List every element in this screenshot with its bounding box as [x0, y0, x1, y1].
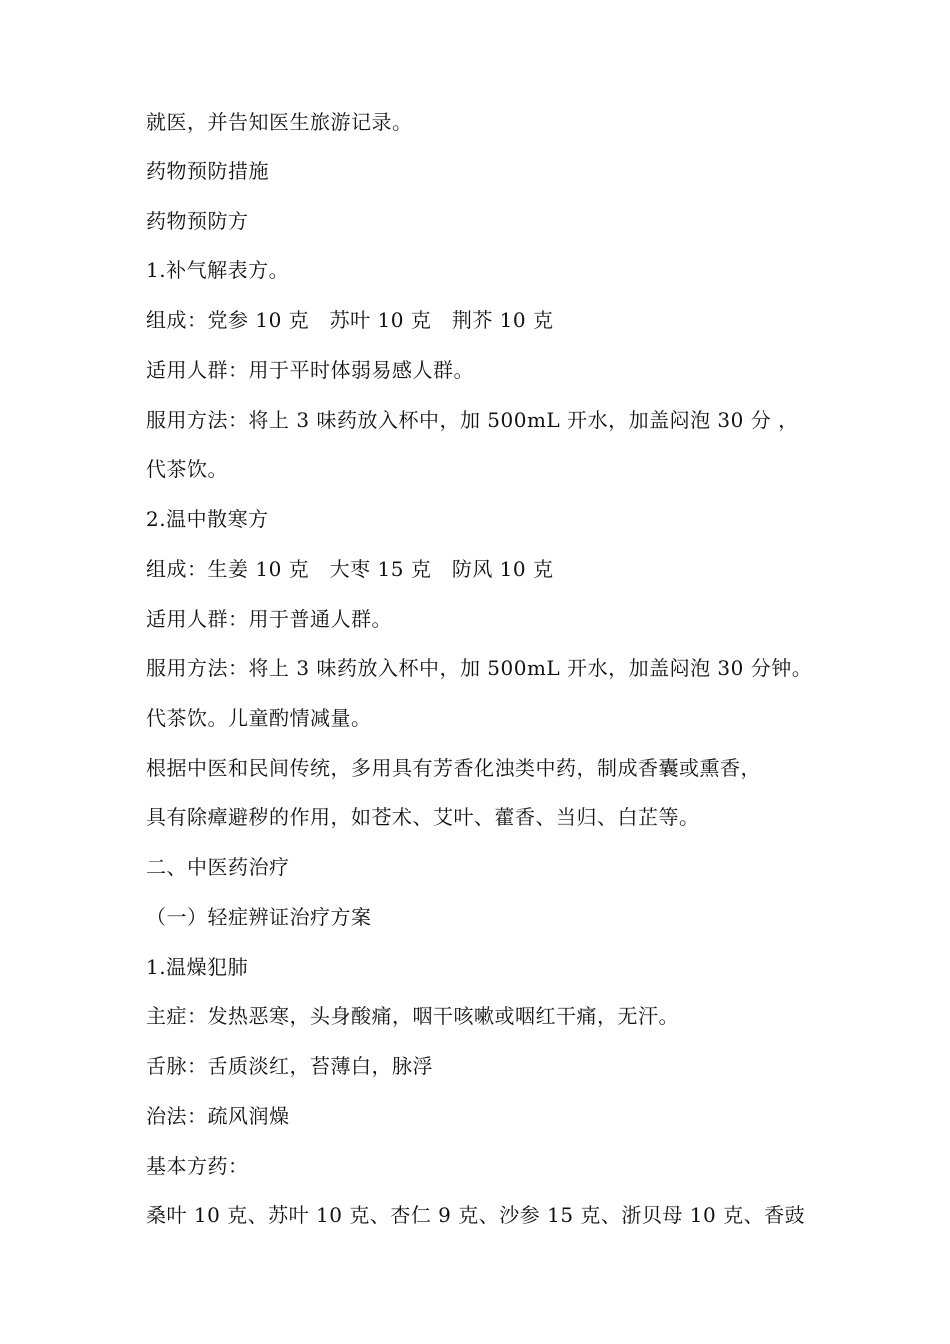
text-line-8: 代茶饮。 [146, 457, 228, 481]
text-line-15: 具有除瘴避秽的作用，如苍术、艾叶、藿香、当归、白芷等。 [146, 805, 700, 829]
text-line-18: 1.温燥犯肺 [146, 955, 249, 979]
text-line-13: 代茶饮。儿童酌情减量。 [146, 706, 372, 730]
text-line-17: （一）轻症辨证治疗方案 [146, 905, 372, 929]
text-line-22: 基本方药： [146, 1154, 249, 1178]
text-line-3: 药物预防方 [146, 209, 249, 233]
text-line-12: 服用方法：将上 3 味药放入杯中，加 500mL 开水，加盖闷泡 30 分钟。 [146, 656, 813, 680]
text-line-4: 1.补气解表方。 [146, 258, 290, 282]
text-line-23: 桑叶 10 克、苏叶 10 克、杏仁 9 克、沙参 15 克、浙贝母 10 克、香豉 [146, 1203, 806, 1227]
text-line-1: 就医，并告知医生旅游记录。 [146, 110, 413, 134]
text-line-7: 服用方法：将上 3 味药放入杯中，加 500mL 开水，加盖闷泡 30 分 ， [146, 408, 799, 432]
text-line-11: 适用人群：用于普通人群。 [146, 607, 392, 631]
text-line-16: 二、中医药治疗 [146, 855, 290, 879]
text-line-21: 治法：疏风润燥 [146, 1104, 290, 1128]
text-line-19: 主症：发热恶寒，头身酸痛，咽干咳嗽或咽红干痛，无汗。 [146, 1004, 679, 1028]
text-line-9: 2.温中散寒方 [146, 507, 269, 531]
text-line-10: 组成：生姜 10 克 大枣 15 克 防风 10 克 [146, 557, 554, 581]
text-line-5: 组成：党参 10 克 苏叶 10 克 荆芥 10 克 [146, 308, 554, 332]
text-line-2: 药物预防措施 [146, 159, 269, 183]
text-line-14: 根据中医和民间传统，多用具有芳香化浊类中药，制成香囊或熏香， [146, 756, 761, 780]
text-line-20: 舌脉：舌质淡红，苔薄白，脉浮 [146, 1054, 433, 1078]
text-line-6: 适用人群：用于平时体弱易感人群。 [146, 358, 474, 382]
